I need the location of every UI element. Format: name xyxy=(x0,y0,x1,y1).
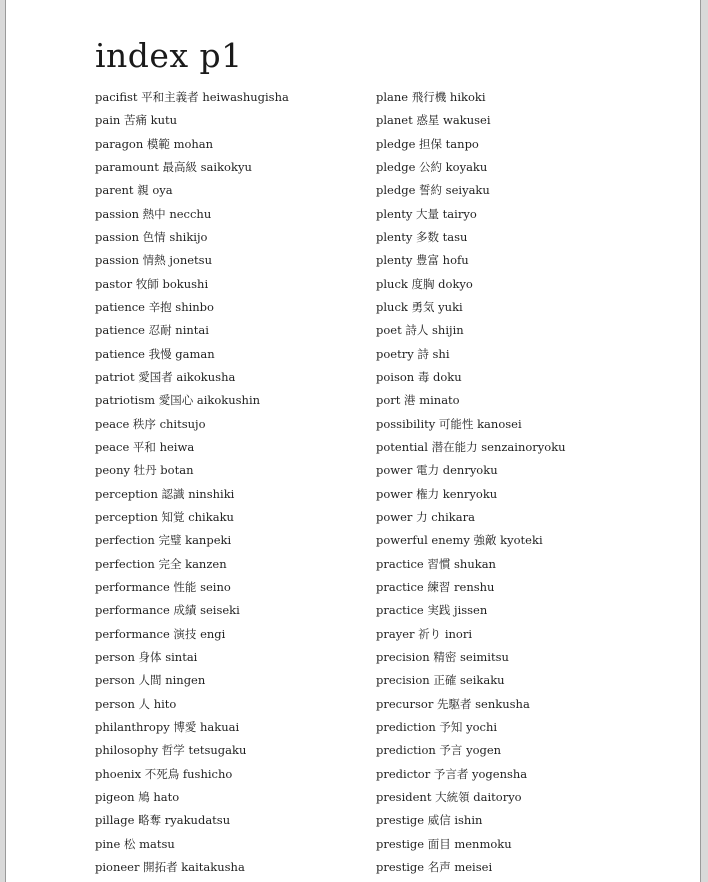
index-entry: planet 惑星 wakusei xyxy=(376,113,491,128)
index-entry: paragon 模範 mohan xyxy=(95,136,214,151)
index-entry: precision 正確 seikaku xyxy=(376,673,505,688)
index-entry: prayer 祈り inori xyxy=(376,626,473,641)
index-entry: performance 演技 engi xyxy=(95,626,226,641)
index-entry: power 電力 denryoku xyxy=(376,463,498,478)
index-entry: patience 我慢 gaman xyxy=(95,346,215,361)
index-entry: perfection 完全 kanzen xyxy=(95,556,227,571)
index-entry: prestige 名声 meisei xyxy=(376,859,493,874)
index-entry: potential 潜在能力 senzainoryoku xyxy=(376,439,566,454)
index-entry: pledge 担保 tanpo xyxy=(376,136,479,151)
index-entry: passion 情熱 jonetsu xyxy=(95,253,212,268)
index-entry: pigeon 鳩 hato xyxy=(95,789,180,804)
index-entry: practice 実践 jissen xyxy=(376,603,488,618)
index-entry: pillage 略奪 ryakudatsu xyxy=(95,813,231,828)
index-entry: performance 性能 seino xyxy=(95,579,231,594)
index-entry: perception 知覚 chikaku xyxy=(95,509,234,524)
index-entry: poetry 詩 shi xyxy=(376,346,450,361)
index-entry: plenty 多数 tasu xyxy=(376,229,468,244)
index-entry: power 力 chikara xyxy=(376,509,475,524)
index-entry: plane 飛行機 hikoki xyxy=(376,90,486,104)
index-entry: patriotism 愛国心 aikokushin xyxy=(95,393,261,408)
index-entry: person 人 hito xyxy=(95,696,177,711)
index-entry: prediction 予言 yogen xyxy=(376,743,502,758)
index-entry: pluck 度胸 dokyo xyxy=(376,276,473,291)
index-entry: paramount 最高級 saikokyu xyxy=(95,159,252,174)
index-entry: pastor 牧師 bokushi xyxy=(95,276,209,291)
index-entry: patriot 愛国者 aikokusha xyxy=(95,369,236,384)
index-entry: plenty 大量 tairyo xyxy=(376,206,477,221)
index-entry: poet 詩人 shijin xyxy=(376,323,464,338)
index-entry: peace 秩序 chitsujo xyxy=(95,416,206,431)
index-entry: powerful enemy 強敵 kyoteki xyxy=(376,533,543,548)
index-entry: pioneer 開拓者 kaitakusha xyxy=(95,859,245,874)
index-entry: precursor 先駆者 senkusha xyxy=(376,696,530,711)
index-entry: peony 牡丹 botan xyxy=(95,463,194,478)
index-entry: prediction 予知 yochi xyxy=(376,719,498,734)
index-entry: passion 熱中 necchu xyxy=(95,206,212,221)
index-entry: patience 辛抱 shinbo xyxy=(95,299,214,314)
index-entry: pledge 公約 koyaku xyxy=(376,159,488,174)
index-entry: philosophy 哲学 tetsugaku xyxy=(95,743,247,758)
index-entry: power 権力 kenryoku xyxy=(376,486,498,501)
index-entry: practice 習慣 shukan xyxy=(376,556,496,571)
index-entry: perfection 完璧 kanpeki xyxy=(95,533,232,548)
index-entry: practice 練習 renshu xyxy=(376,579,495,594)
index-entry: prestige 面目 menmoku xyxy=(376,836,512,851)
index-entry: perception 認識 ninshiki xyxy=(95,486,235,501)
index-entry: port 港 minato xyxy=(376,393,460,408)
index-entry: peace 平和 heiwa xyxy=(95,439,195,454)
index-entry: precision 精密 seimitsu xyxy=(376,649,509,664)
index-entry: poison 毒 doku xyxy=(376,369,462,384)
index-entry: performance 成績 seiseki xyxy=(95,603,240,618)
index-entry: philanthropy 博愛 hakuai xyxy=(95,719,240,734)
index-entry: pledge 誓約 seiyaku xyxy=(376,183,490,198)
index-column-left xyxy=(95,86,289,879)
index-entry: pain 苦痛 kutu xyxy=(95,113,178,128)
index-entry: person 身体 sintai xyxy=(95,649,198,664)
index-entry: pine 松 matsu xyxy=(95,836,175,851)
index-entry: parent 親 oya xyxy=(95,183,173,198)
document-page xyxy=(5,0,701,882)
page-title: index p1 xyxy=(95,36,243,75)
index-entry: pacifist 平和主義者 heiwashugisha xyxy=(95,90,289,104)
index-entry: phoenix 不死鳥 fushicho xyxy=(95,766,233,781)
index-entry: president 大統領 daitoryo xyxy=(376,789,522,804)
index-entry: prestige 威信 ishin xyxy=(376,813,483,828)
index-entry: predictor 予言者 yogensha xyxy=(376,766,528,781)
index-entry: possibility 可能性 kanosei xyxy=(376,416,522,431)
index-entry: plenty 豊富 hofu xyxy=(376,253,469,268)
index-entry: person 人間 ningen xyxy=(95,673,206,688)
index-entry: pluck 勇気 yuki xyxy=(376,299,463,314)
index-entry: patience 忍耐 nintai xyxy=(95,323,209,338)
index-column-right xyxy=(376,86,566,879)
index-entry: passion 色情 shikijo xyxy=(95,229,208,244)
